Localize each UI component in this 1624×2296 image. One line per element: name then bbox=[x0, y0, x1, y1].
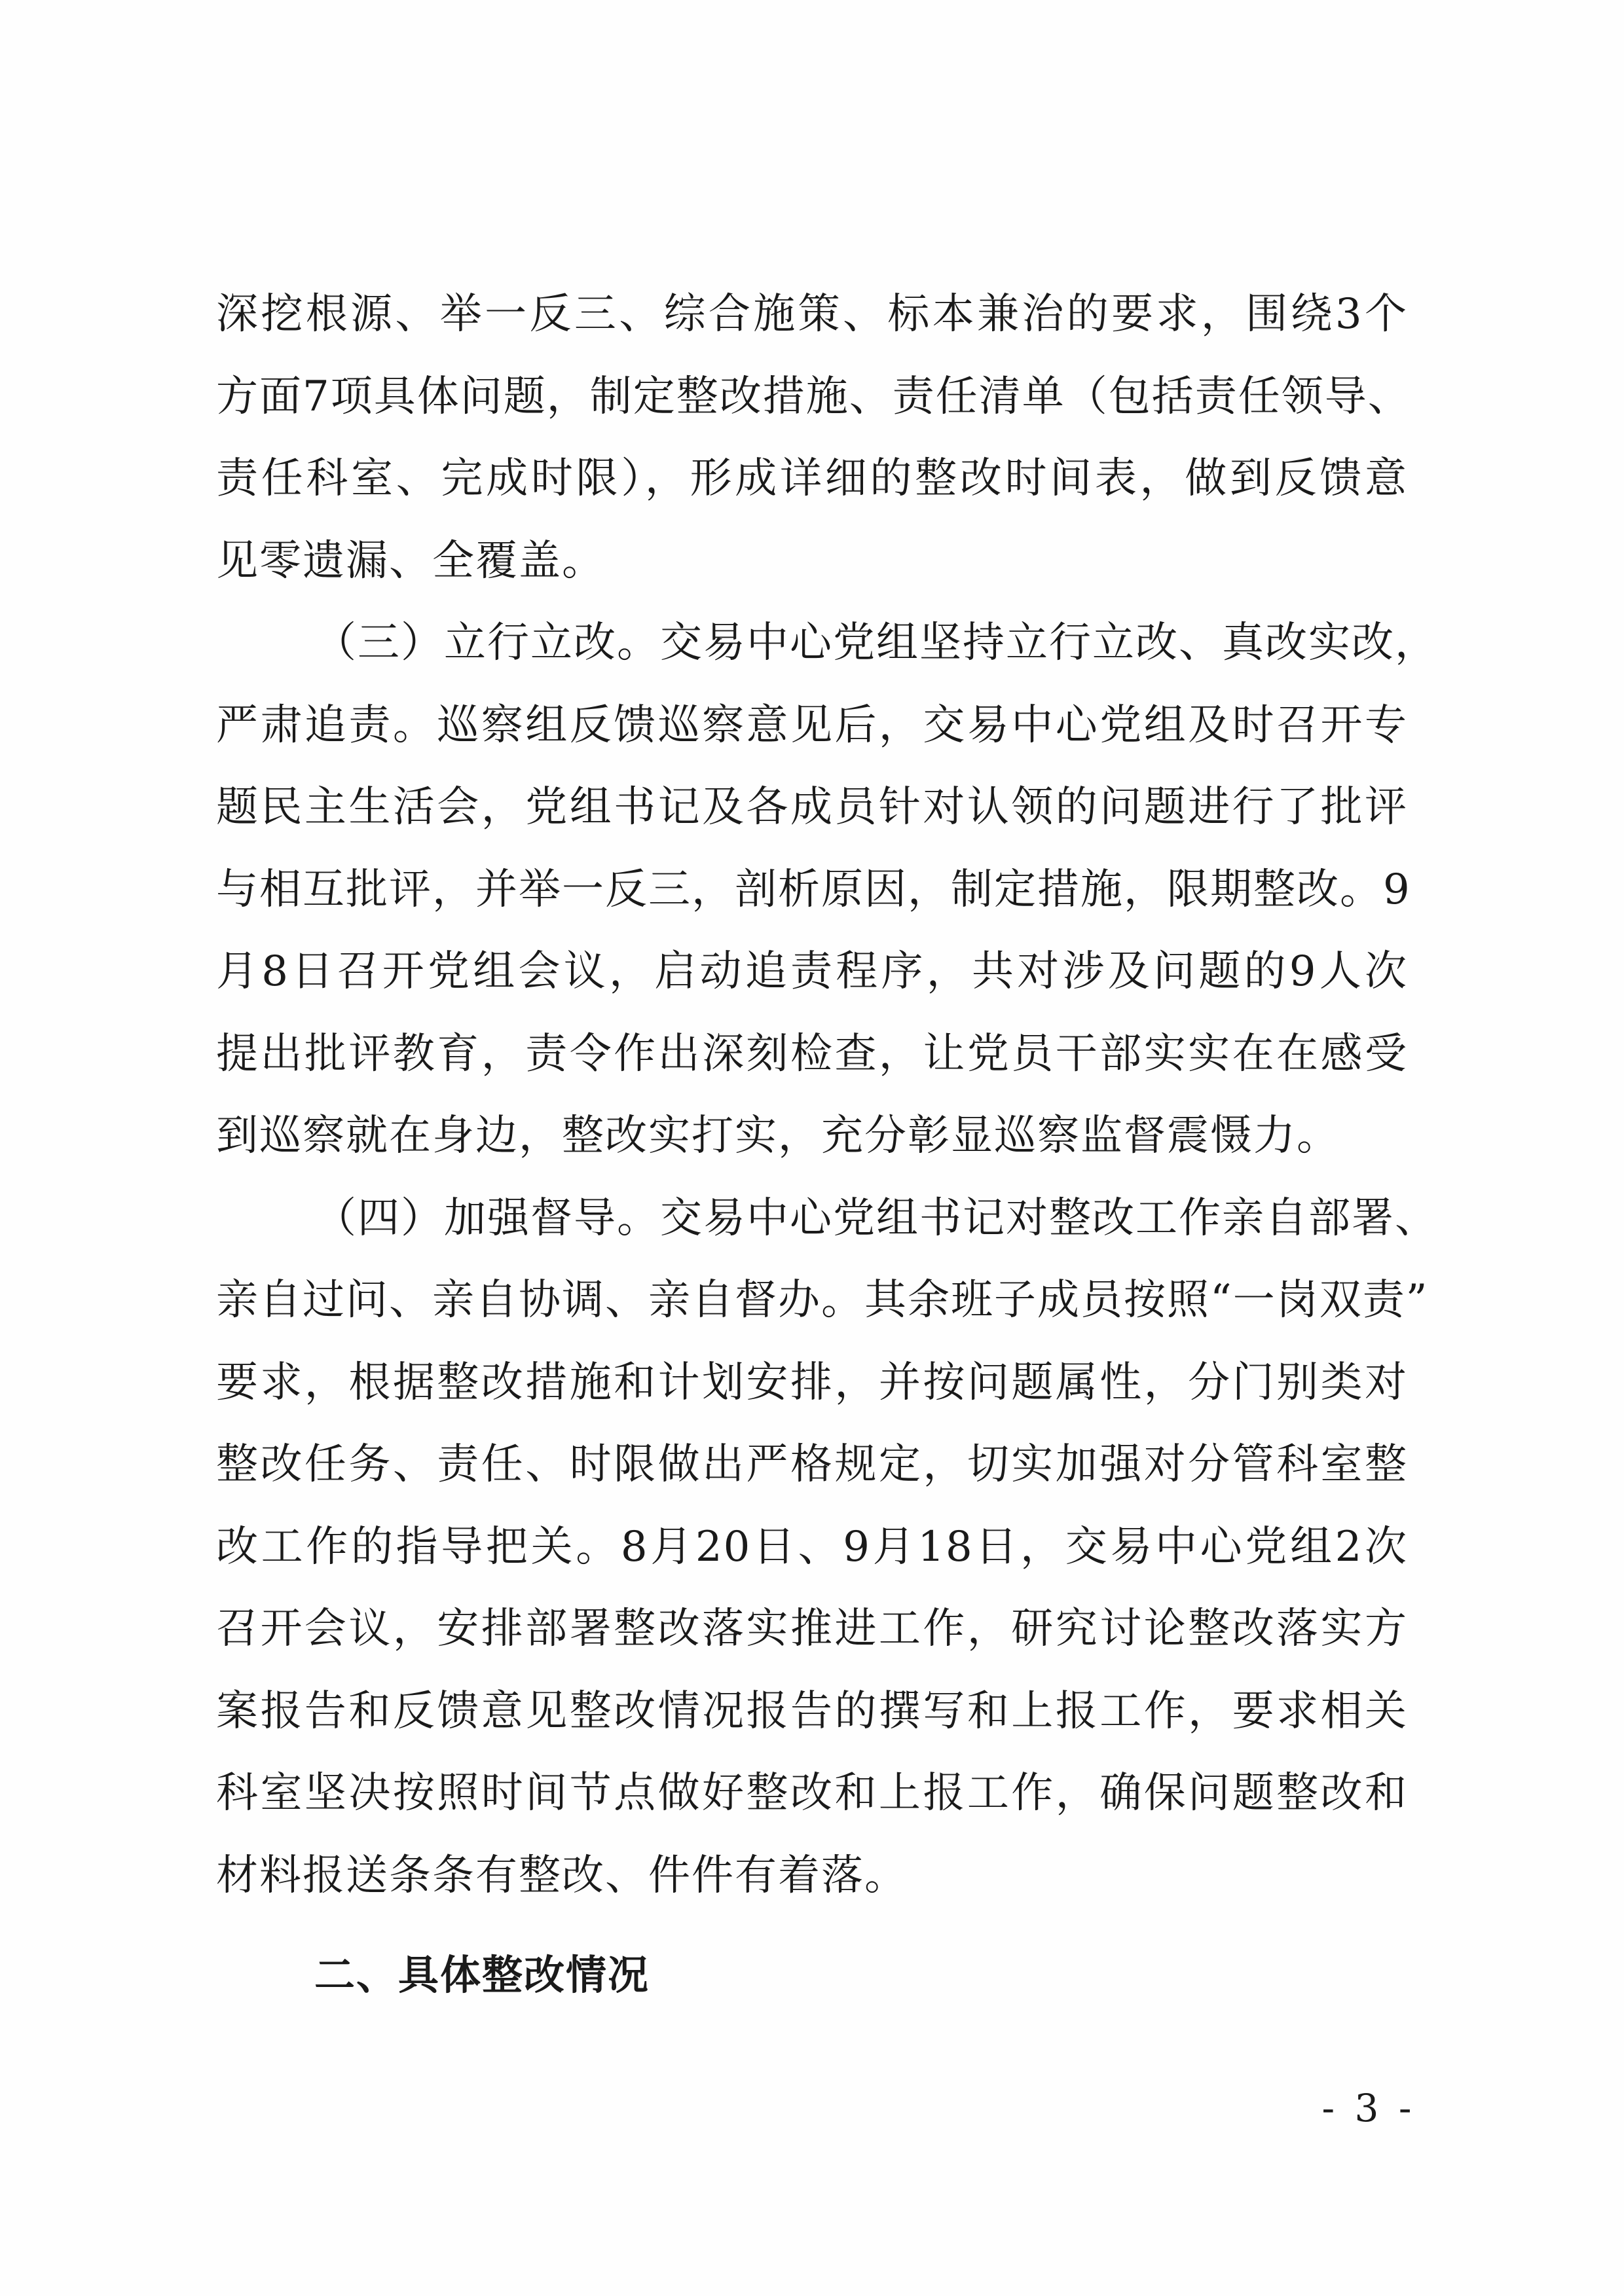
page-number: - 3 - bbox=[1321, 2086, 1416, 2130]
text-line: 改工作的指导把关。8月20日、9月18日，交易中心党组2次 bbox=[216, 1522, 1408, 1571]
text-line: 方面7项具体问题，制定整改措施、责任清单（包括责任领导、 bbox=[216, 372, 1411, 421]
text-line: 提出批评教育，责令作出深刻检查，让党员干部实实在在感受 bbox=[216, 1029, 1408, 1078]
text-line: 责任科室、完成时限），形成详细的整改时间表，做到反馈意 bbox=[216, 454, 1408, 503]
text-line: 案报告和反馈意见整改情况报告的撰写和上报工作，要求相关 bbox=[216, 1686, 1408, 1736]
text-line: 题民主生活会，党组书记及各成员针对认领的问题进行了批评 bbox=[216, 783, 1408, 831]
text-line: 见零遗漏、全覆盖。 bbox=[216, 536, 605, 585]
text-line: 召开会议，安排部署整改落实推进工作，研究讨论整改落实方 bbox=[216, 1605, 1408, 1653]
text-line: 整改任务、责任、时限做出严格规定，切实加强对分管科室整 bbox=[216, 1440, 1408, 1489]
text-line: 严肃追责。巡察组反馈巡察意见后，交易中心党组及时召开专 bbox=[216, 701, 1408, 750]
text-line: 到巡察就在身边，整改实打实，充分彰显巡察监督震慑力。 bbox=[216, 1112, 1340, 1160]
text-line: （四）加强督导。交易中心党组书记对整改工作亲自部署、 bbox=[314, 1194, 1438, 1243]
section-heading: 二、具体整改情况 bbox=[314, 1951, 650, 1999]
text-line: 月8日召开党组会议，启动追责程序，共对涉及问题的9人次 bbox=[216, 947, 1408, 996]
paragraph-section-four bbox=[216, 1178, 1438, 1918]
text-line: 与相互批评，并举一反三，剖析原因，制定措施，限期整改。9 bbox=[216, 865, 1411, 914]
text-line: 亲自过问、亲自协调、亲自督办。其余班子成员按照“一岗双责” bbox=[216, 1276, 1429, 1324]
text-line: 材料报送条条有整改、件件有着落。 bbox=[216, 1851, 908, 1900]
text-line: （三）立行立改。交易中心党组坚持立行立改、真改实改， bbox=[314, 619, 1438, 667]
text-line: 科室坚决按照时间节点做好整改和上报工作，确保问题整改和 bbox=[216, 1769, 1408, 1817]
text-line: 要求，根据整改措施和计划安排，并按问题属性，分门别类对 bbox=[216, 1358, 1408, 1407]
document-body bbox=[216, 274, 1438, 2024]
paragraph-continued bbox=[216, 274, 1411, 602]
text-line: 深挖根源、举一反三、综合施策、标本兼治的要求，围绕3个 bbox=[216, 290, 1408, 338]
paragraph-section-three bbox=[216, 602, 1438, 1178]
